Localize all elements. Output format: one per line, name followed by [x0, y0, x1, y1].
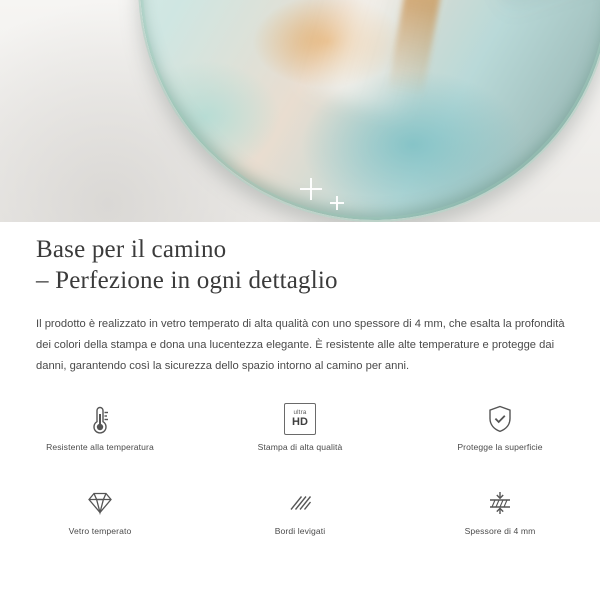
feature-label: Resistente alla temperatura	[46, 442, 154, 452]
ultra-hd-badge-top: ultra	[293, 408, 307, 416]
glass-plate-image	[138, 0, 600, 222]
text-content	[0, 222, 600, 377]
polished-edges-icon	[283, 480, 317, 526]
feature-label: Vetro temperato	[68, 526, 132, 536]
shield-check-icon	[483, 396, 517, 442]
description-paragraph: Il prodotto è realizzato in vetro temperato di alta qualità con uno spessore di 4 mm, che esalta la profondità dei colori della stampa e dona una lucentezza elegante. È resistente alle alte temperature e protegge dai danni, garantendo così la sicurezza dello spazio intorno al camino per anni.	[36, 318, 565, 372]
ultra-hd-badge-bottom: HD	[292, 416, 308, 429]
thickness-arrows-icon	[483, 480, 517, 526]
feature-label: Bordi levigati	[274, 526, 326, 536]
thermometer-icon	[83, 396, 117, 442]
feature-item-tempered-glass	[0, 480, 200, 564]
headline-line-2: – Perfezione in ogni dettaglio	[36, 267, 338, 294]
headline-line-1: Base per il camino	[36, 236, 227, 263]
ultra-hd-icon	[284, 396, 316, 442]
diamond-icon	[83, 480, 117, 526]
feature-item-print-quality	[200, 396, 400, 480]
feature-label: Spessore di 4 mm	[464, 526, 536, 536]
feature-label: Stampa di alta qualità	[257, 442, 343, 452]
feature-item-surface-protection	[400, 396, 600, 480]
feature-label: Protegge la superficie	[457, 442, 543, 452]
hero-product-image	[0, 0, 600, 222]
feature-item-thickness	[400, 480, 600, 564]
page-title	[0, 222, 600, 296]
feature-item-polished-edges	[200, 480, 400, 564]
feature-grid	[0, 396, 600, 564]
feature-item-temperature	[0, 396, 200, 480]
